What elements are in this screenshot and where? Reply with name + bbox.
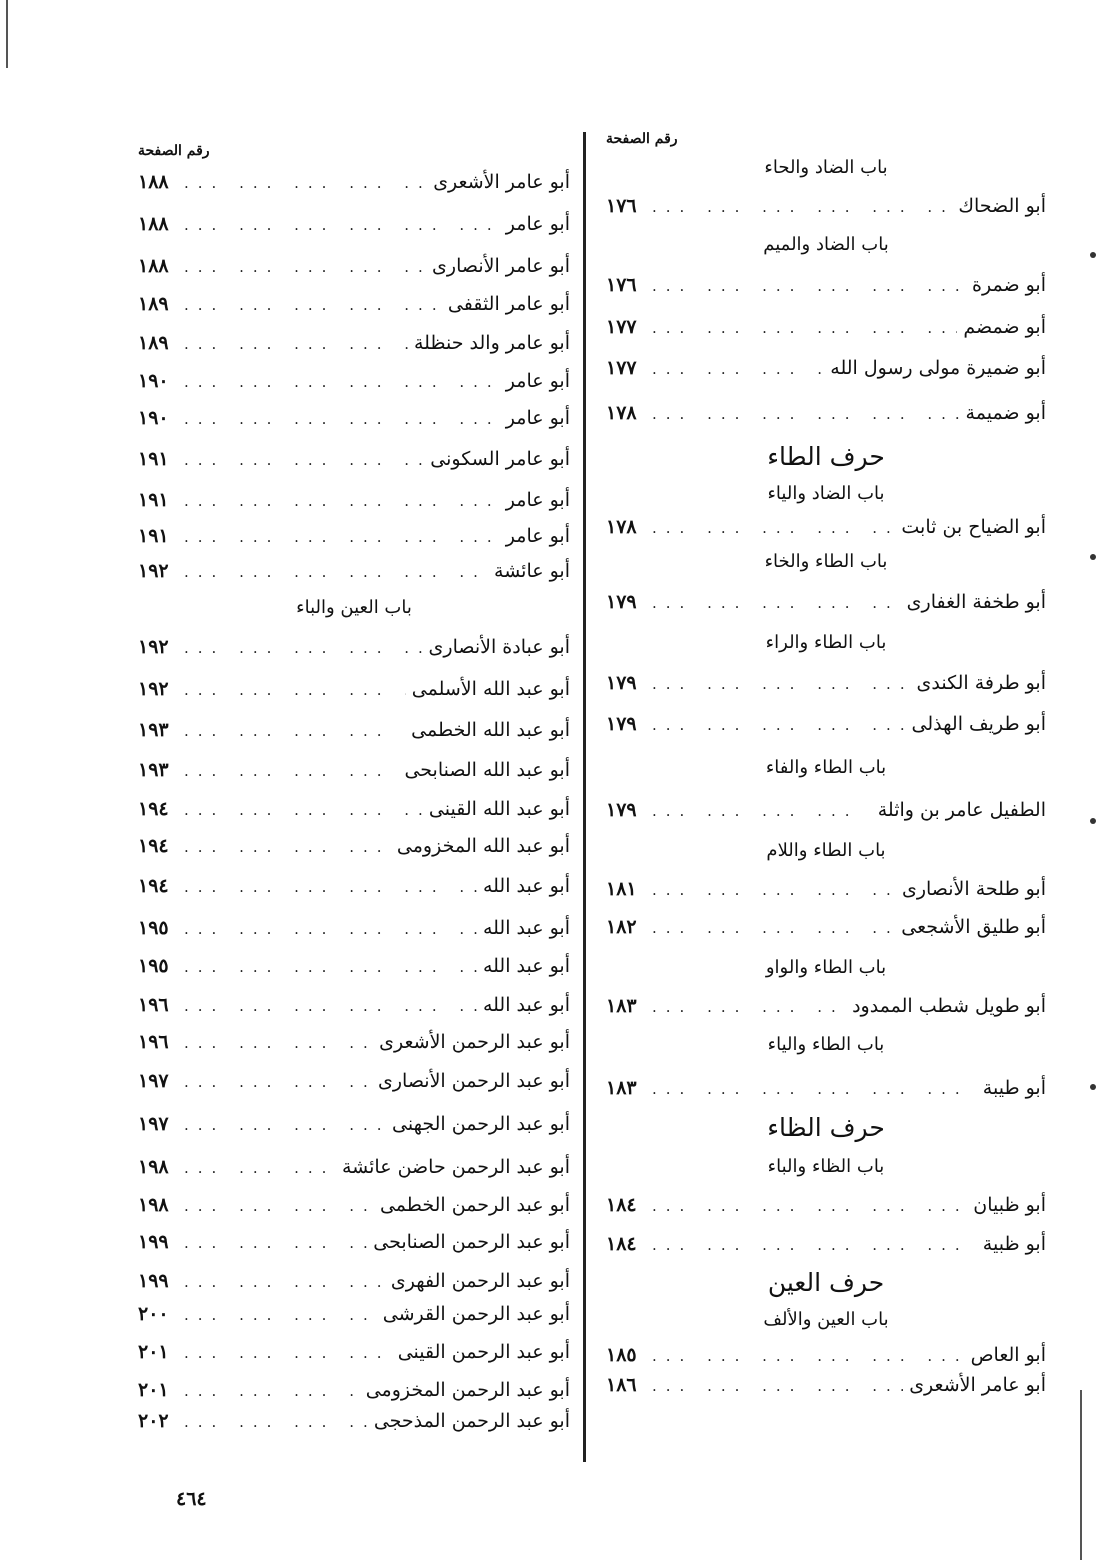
index-column-left	[138, 140, 570, 1436]
dot-leader	[652, 349, 824, 389]
entry-page-number: ١٧٩	[606, 672, 637, 694]
index-entry	[138, 1144, 570, 1190]
dot-leader	[184, 751, 398, 791]
entry-page-number: ١٩٤	[138, 875, 169, 897]
entry-name: أبو عبد الله الخطمى	[411, 719, 570, 741]
dot-leader	[652, 513, 895, 543]
entry-name: أبو عبد الله الصنابحى	[404, 759, 570, 781]
entry-page-number: ١٩٧	[138, 1070, 169, 1092]
section-heading: باب الضاد والحاء	[764, 157, 888, 178]
index-entry	[138, 480, 570, 520]
index-entry	[138, 626, 570, 668]
index-entry	[138, 286, 570, 322]
dot-leader	[652, 265, 966, 307]
index-entry	[138, 364, 570, 398]
index-entry	[138, 750, 570, 790]
entry-page-number: ١٩٥	[138, 917, 169, 939]
dot-leader	[184, 829, 391, 865]
entry-page-number: ١٧٩	[606, 591, 637, 613]
entry-name: أبو عبد الله	[482, 917, 570, 939]
index-entry	[138, 790, 570, 828]
index-entry	[138, 1026, 570, 1058]
entry-name: أبو عبد الرحمن الخطمى	[379, 1194, 570, 1216]
index-entry	[606, 306, 1046, 348]
index-entry	[606, 348, 1046, 388]
section-heading: باب الطاء واللام	[766, 840, 886, 861]
entry-page-number: ١٧٩	[606, 713, 637, 735]
dot-leader	[652, 389, 960, 439]
entry-page-number: ١٨١	[606, 878, 637, 900]
index-entry	[606, 906, 1046, 948]
entry-page-number: ١٨٩	[138, 293, 169, 315]
dot-leader	[652, 1371, 903, 1401]
margin-dot	[1090, 252, 1096, 258]
dot-leader	[184, 1027, 373, 1059]
dot-leader	[184, 949, 477, 985]
index-entry	[138, 1406, 570, 1436]
entry-name: أبو ضمضم	[963, 316, 1046, 338]
dot-leader	[184, 1299, 377, 1331]
dot-leader	[184, 481, 500, 521]
letter-heading: حرف الطاء	[767, 442, 885, 471]
section-heading: باب الضاد والياء	[767, 483, 885, 504]
index-entry	[606, 264, 1046, 306]
entry-name: أبو عبد الله القينى	[428, 798, 570, 820]
section-heading: باب الطاء والراء	[765, 632, 887, 653]
entry-name: أبو الضحاك	[958, 195, 1046, 217]
entry-page-number: ١٩٢	[138, 636, 169, 658]
section-heading: باب الضاد والميم	[763, 234, 889, 255]
letter-heading: حرف العين	[767, 1268, 885, 1297]
entry-name: أبو الضياح بن ثابت	[901, 516, 1046, 538]
margin-dot	[1090, 818, 1096, 824]
dot-leader	[184, 711, 405, 751]
entry-name: أبو عامر	[505, 213, 570, 235]
entry-name: أبو عامر	[505, 489, 570, 511]
index-entry	[606, 872, 1046, 906]
dot-leader	[184, 287, 442, 323]
dot-leader	[652, 1189, 967, 1223]
index-entry	[138, 710, 570, 750]
entry-name: أبو طلحة الأنصارى	[901, 878, 1046, 900]
section-heading: باب الظاء والباء	[767, 1156, 885, 1177]
index-entry	[606, 1066, 1046, 1110]
index-column-right	[606, 128, 1046, 1400]
index-entry	[138, 1104, 570, 1144]
entry-name: أبو عبد الرحمن الجهنى	[392, 1113, 570, 1135]
entry-page-number: ١٩١	[138, 489, 169, 511]
entry-name: أبو ظبية	[982, 1233, 1046, 1255]
index-entry	[138, 520, 570, 552]
entry-page-number: ١٧٦	[606, 195, 637, 217]
entry-name: أبو طيبة	[982, 1077, 1046, 1099]
entry-page-number: ١٨٢	[606, 916, 637, 938]
index-entry	[138, 1264, 570, 1298]
entry-page-number: ١٩٤	[138, 835, 169, 857]
index-entry	[138, 162, 570, 202]
index-entry	[138, 1190, 570, 1220]
entry-name: أبو طليق الأشجعى	[901, 916, 1046, 938]
margin-dot	[1090, 1084, 1096, 1090]
index-entry	[138, 984, 570, 1026]
dot-leader	[184, 1145, 336, 1191]
dot-leader	[184, 203, 500, 247]
entry-page-number: ١٩٢	[138, 560, 169, 582]
dot-leader	[652, 1067, 977, 1111]
entry-name: أبو عبادة الأنصارى	[428, 636, 570, 658]
entry-name: أبو عامر السكونى	[430, 448, 570, 470]
entry-name: أبو ضميمة	[965, 402, 1046, 424]
entry-name: أبو عبد الرحمن حاضن عائشة	[341, 1156, 570, 1178]
index-entry	[606, 388, 1046, 438]
entry-name: الطفيل عامر بن واثلة	[877, 799, 1046, 821]
dot-leader	[184, 791, 423, 829]
entry-page-number: ١٩٦	[138, 1031, 169, 1053]
index-entry	[606, 1340, 1046, 1370]
entry-page-number: ١٩٩	[138, 1270, 169, 1292]
entry-page-number: ١٧٧	[606, 316, 637, 338]
dot-leader	[184, 1221, 367, 1265]
index-entry	[606, 512, 1046, 542]
dot-leader	[184, 365, 500, 399]
index-entry	[138, 948, 570, 984]
dot-leader	[184, 439, 424, 481]
index-entry	[606, 582, 1046, 622]
dot-leader	[184, 669, 406, 711]
page-number: ٤٦٤	[176, 1488, 207, 1510]
entry-name: أبو طريف الهذلى	[911, 713, 1046, 735]
index-entry	[606, 702, 1046, 746]
dot-leader	[184, 909, 477, 949]
entry-name: أبو عبد الرحمن القينى	[397, 1341, 570, 1363]
index-entry	[606, 186, 1046, 226]
dot-leader	[184, 627, 423, 669]
entry-page-number: ١٩٧	[138, 1113, 169, 1135]
entry-page-number: ١٨٤	[606, 1233, 637, 1255]
entry-name: أبو عبد الرحمن الأنصارى	[377, 1070, 570, 1092]
index-entry	[138, 552, 570, 590]
index-entry	[138, 398, 570, 438]
index-entry	[606, 988, 1046, 1024]
scan-edge-line	[1080, 1390, 1082, 1560]
dot-leader	[184, 1105, 386, 1145]
entry-name: أبو عامر	[505, 525, 570, 547]
entry-name: أبو عبد الرحمن المذحجى	[373, 1410, 570, 1432]
entry-name: أبو طرفة الكندى	[916, 672, 1046, 694]
entry-page-number: ١٨٦	[606, 1374, 637, 1396]
entry-name: أبو عبد الرحمن القرشى	[382, 1303, 570, 1325]
entry-page-number: ١٩٦	[138, 994, 169, 1016]
entry-page-number: ١٩٠	[138, 407, 169, 429]
entry-page-number: ١٩٩	[138, 1231, 169, 1253]
entry-name: أبو عبد الله	[482, 994, 570, 1016]
entry-page-number: ١٨٣	[606, 1077, 637, 1099]
entry-page-number: ١٩٨	[138, 1194, 169, 1216]
entry-name: أبو ضميرة مولى رسول الله	[830, 357, 1046, 379]
index-entry	[138, 202, 570, 246]
entry-page-number: ١٧٨	[606, 402, 637, 424]
dot-leader	[184, 1191, 374, 1221]
index-entry	[138, 828, 570, 864]
index-entry	[606, 664, 1046, 702]
entry-name: أبو عامر الأشعرى	[433, 171, 570, 193]
entry-page-number: ١٧٩	[606, 799, 637, 821]
dot-leader	[652, 791, 872, 831]
dot-leader	[184, 865, 477, 909]
entry-page-number: ٢٠١	[138, 1341, 169, 1363]
dot-leader	[652, 1223, 977, 1267]
dot-leader	[652, 907, 895, 949]
dot-leader	[184, 553, 488, 591]
entry-name: أبو عبد الله	[482, 955, 570, 977]
index-entry	[606, 1188, 1046, 1222]
section-heading: باب الطاء والواو	[765, 957, 887, 978]
entry-page-number: ١٧٨	[606, 516, 637, 538]
entry-page-number: ٢٠٠	[138, 1303, 169, 1325]
entry-name: أبو ظبيان	[973, 1194, 1046, 1216]
dot-leader	[652, 703, 906, 747]
entry-name: أبو العاص	[970, 1344, 1046, 1366]
dot-leader	[652, 665, 911, 703]
entry-page-number: ١٨٨	[138, 213, 169, 235]
dot-leader	[184, 163, 427, 203]
letter-heading: حرف الظاء	[767, 1113, 885, 1142]
entry-name: أبو عبد الرحمن المخزومى	[365, 1379, 570, 1401]
section-heading: باب العين والألف	[763, 1309, 889, 1330]
entry-page-number: ١٧٧	[606, 357, 637, 379]
dot-leader	[652, 307, 957, 349]
dot-leader	[184, 247, 426, 287]
entry-page-number: ١٩٣	[138, 759, 169, 781]
dot-leader	[184, 1059, 372, 1105]
index-entry	[138, 1220, 570, 1264]
entry-page-number: ١٩١	[138, 448, 169, 470]
index-entry	[138, 668, 570, 710]
entry-page-number: ١٨٨	[138, 171, 169, 193]
entry-name: أبو عامر الثقفى	[447, 293, 570, 315]
index-entry	[138, 1298, 570, 1330]
index-entry	[138, 246, 570, 286]
entry-name: أبو عامر والد حنظلة	[413, 332, 570, 354]
entry-page-number: ١٩١	[138, 525, 169, 547]
entry-list	[606, 150, 1046, 1400]
dot-leader	[652, 873, 896, 907]
entry-name: أبو عبد الله المخزومى	[396, 835, 570, 857]
entry-page-number: ١٨٩	[138, 332, 169, 354]
margin-dot	[1090, 554, 1096, 560]
entry-name: أبو ضمرة	[972, 274, 1046, 296]
column-header: رقم الصفحة	[606, 131, 678, 147]
dot-leader	[184, 1331, 392, 1375]
index-entry	[138, 864, 570, 908]
index-entry	[138, 438, 570, 480]
entry-page-number: ١٩٨	[138, 1156, 169, 1178]
entry-page-number: ١٩٠	[138, 370, 169, 392]
entry-page-number: ١٨٥	[606, 1344, 637, 1366]
entry-name: أبو عبد الرحمن الأشعرى	[379, 1031, 570, 1053]
entry-page-number: ١٩٢	[138, 678, 169, 700]
index-entry	[606, 1222, 1046, 1266]
entry-name: أبو عامر	[505, 370, 570, 392]
entry-name: أبو عبد الله الأسلمى	[411, 678, 570, 700]
dot-leader	[184, 399, 500, 439]
index-entry	[606, 790, 1046, 830]
index-entry	[138, 908, 570, 948]
dot-leader	[652, 583, 901, 623]
entry-page-number: ٢٠٢	[138, 1410, 169, 1432]
section-heading: باب الطاء والياء	[767, 1034, 885, 1055]
entry-name: أبو عبد الرحمن الفهرى	[390, 1270, 570, 1292]
entry-name: أبو عامر الأنصارى	[432, 255, 570, 277]
entry-name: أبو عامر	[505, 407, 570, 429]
section-heading: باب العين والباء	[296, 597, 412, 618]
dot-leader	[184, 985, 477, 1027]
entry-page-number: ١٨٨	[138, 255, 169, 277]
entry-name: أبو عبد الله	[482, 875, 570, 897]
entry-name: أبو عائشة	[494, 560, 570, 582]
section-heading: باب الطاء والخاء	[764, 551, 888, 572]
index-entry	[606, 1370, 1046, 1400]
dot-leader	[184, 1407, 368, 1437]
entry-name: أبو عبد الرحمن الصنابحى	[373, 1231, 570, 1253]
index-entry	[138, 1058, 570, 1104]
column-header: رقم الصفحة	[138, 143, 210, 159]
scan-edge-line	[6, 0, 8, 68]
dot-leader	[652, 1341, 965, 1371]
index-entry	[138, 1330, 570, 1374]
column-divider	[583, 132, 586, 1462]
entry-page-number: ١٩٥	[138, 955, 169, 977]
entry-list	[138, 162, 570, 1436]
dot-leader	[652, 187, 952, 227]
entry-page-number: ٢٠١	[138, 1379, 169, 1401]
section-heading: باب الطاء والفاء	[765, 757, 887, 778]
entry-page-number: ١٩٤	[138, 798, 169, 820]
entry-page-number: ١٧٦	[606, 274, 637, 296]
dot-leader	[184, 521, 500, 553]
dot-leader	[184, 1265, 385, 1299]
entry-page-number: ١٩٣	[138, 719, 169, 741]
entry-name: أبو طخفة الغفارى	[906, 591, 1046, 613]
dot-leader	[184, 1375, 360, 1407]
index-entry	[138, 322, 570, 364]
entry-name: أبو طويل شطب الممدود	[852, 995, 1046, 1017]
entry-page-number: ١٨٣	[606, 995, 637, 1017]
entry-name: أبو عامر الأشعرى	[909, 1374, 1046, 1396]
entry-page-number: ١٨٤	[606, 1194, 637, 1216]
dot-leader	[184, 323, 408, 365]
dot-leader	[652, 989, 846, 1025]
index-entry	[138, 1374, 570, 1406]
